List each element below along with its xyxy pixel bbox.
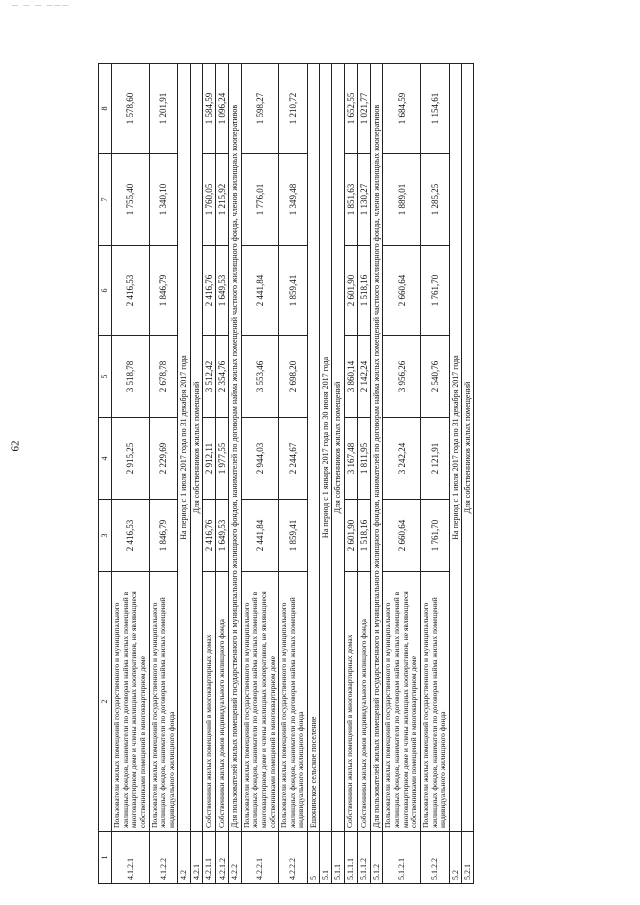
section-heading: Для собственников жилых помещений xyxy=(462,64,474,832)
tariff-value: 3 242,24 xyxy=(383,418,421,500)
tariff-value: 2 441,84 xyxy=(241,500,279,572)
section-row xyxy=(332,64,344,884)
row-code: 4.1.2.1 xyxy=(112,832,150,884)
row-code: 5 xyxy=(308,832,320,884)
row-code: 5.1.2 xyxy=(371,832,383,884)
tariff-value: 3 518,78 xyxy=(112,336,150,418)
table-row xyxy=(241,64,279,884)
row-code: 5.1.1 xyxy=(332,832,344,884)
section-heading: На период с 1 июля 2017 года по 31 декабря 2017 года xyxy=(178,64,190,832)
table-row xyxy=(202,64,215,884)
row-description: Собственники жилых домов индивидуального жилищного фонда xyxy=(357,572,370,832)
tariff-value: 1 649,53 xyxy=(216,246,229,336)
row-description: Пользователи жилых помещений государственного и муниципального жилищных фондов, наниматели по договорам найма жилых помещений индивидуального жилищного фонда xyxy=(149,572,178,832)
tariff-value: 1 649,53 xyxy=(216,500,229,572)
header-row xyxy=(99,64,112,884)
tariff-value: 3 167,48 xyxy=(344,418,357,500)
section-row xyxy=(449,64,461,884)
row-code: 4.2.2.1 xyxy=(241,832,279,884)
column-header: 5 xyxy=(99,336,112,418)
tariff-value: 2 698,20 xyxy=(279,336,308,418)
tariff-value: 1 776,01 xyxy=(241,154,279,246)
tariff-value: 1 154,61 xyxy=(420,64,449,154)
section-row xyxy=(178,64,190,884)
row-description: Пользователи жилых помещений государственного и муниципального жилищных фондов, наниматели по договорам найма жилых помещений в многоквартирном доме и члены жилищных кооперативов, не являющиеся собственниками помещений в многоквартирном доме xyxy=(112,572,150,832)
row-description: Собственники жилых помещений в многоквартирных домах xyxy=(202,572,215,832)
tariff-value: 3 553,46 xyxy=(241,336,279,418)
column-header: 6 xyxy=(99,246,112,336)
tariff-value: 1 340,10 xyxy=(149,154,178,246)
tariff-value: 1 210,72 xyxy=(279,64,308,154)
tariff-value: 1 518,16 xyxy=(357,246,370,336)
tariff-value: 1 761,70 xyxy=(420,246,449,336)
tariff-value: 1 518,16 xyxy=(357,500,370,572)
column-header: 3 xyxy=(99,500,112,572)
section-heading: Для пользователей жилых помещений государственного и муниципального жилищного фондов, нанимателей по договорам найма жилых помещений частного жилищного фонда, членов жилищных кооперативов xyxy=(371,64,383,832)
tariff-table-rotated xyxy=(98,64,572,884)
tariff-value: 2 416,76 xyxy=(202,500,215,572)
table-row xyxy=(149,64,178,884)
column-header: 4 xyxy=(99,418,112,500)
tariff-value: 2 142,24 xyxy=(357,336,370,418)
section-row xyxy=(320,64,332,884)
tariff-table xyxy=(98,63,474,884)
row-code: 5.1.2.2 xyxy=(420,832,449,884)
tariff-value: 1 760,05 xyxy=(202,154,215,246)
tariff-value: 2 229,69 xyxy=(149,418,178,500)
tariff-value: 1 215,92 xyxy=(216,154,229,246)
tariff-value: 1 859,41 xyxy=(279,500,308,572)
tariff-value: 2 416,76 xyxy=(202,246,215,336)
row-code: 4.2 xyxy=(178,832,190,884)
row-code: 5.2.1 xyxy=(462,832,474,884)
tariff-value: 2 660,64 xyxy=(383,246,421,336)
row-code: 4.2.2 xyxy=(229,832,241,884)
page-number: 62 xyxy=(9,440,22,452)
column-header: 7 xyxy=(99,154,112,246)
tariff-value: 1 349,48 xyxy=(279,154,308,246)
tariff-value: 3 512,42 xyxy=(202,336,215,418)
tariff-value: 1 889,01 xyxy=(383,154,421,246)
tariff-value: 1 859,41 xyxy=(279,246,308,336)
tariff-value: 1 578,60 xyxy=(112,64,150,154)
tariff-value: 1 598,27 xyxy=(241,64,279,154)
table-row xyxy=(383,64,421,884)
table-row xyxy=(279,64,308,884)
tariff-value: 2 915,25 xyxy=(112,418,150,500)
tariff-value: 2 601,90 xyxy=(344,500,357,572)
tariff-value: 1 846,79 xyxy=(149,500,178,572)
table-body xyxy=(112,64,474,884)
tariff-value: 2 441,84 xyxy=(241,246,279,336)
row-code: 4.2.1.2 xyxy=(216,832,229,884)
section-heading: Ешонинское сельское поселение xyxy=(308,64,320,832)
row-code: 5.1.2.1 xyxy=(383,832,421,884)
tariff-value: 1 201,91 xyxy=(149,64,178,154)
tariff-value: 1 684,59 xyxy=(383,64,421,154)
tariff-value: 1 755,40 xyxy=(112,154,150,246)
tariff-value: 2 416,53 xyxy=(112,246,150,336)
row-description: Пользователи жилых помещений государственного и муниципального жилищных фондов, наниматели по договорам найма жилых помещений в многоквартирном доме и члены жилищных кооперативов, не являющиеся собственниками помещений в многоквартирном доме xyxy=(383,572,421,832)
row-code: 5.1.1.2 xyxy=(357,832,370,884)
row-code: 4.2.2.2 xyxy=(279,832,308,884)
tariff-value: 1 851,63 xyxy=(344,154,357,246)
tariff-value: 2 601,90 xyxy=(344,246,357,336)
row-description: Пользователи жилых помещений государственного и муниципального жилищных фондов, наниматели по договорам найма жилых помещений индивидуального жилищного фонда xyxy=(279,572,308,832)
tariff-value: 1 021,77 xyxy=(357,64,370,154)
row-code: 5.2 xyxy=(449,832,461,884)
section-heading: Для собственников жилых помещений xyxy=(190,64,202,832)
tariff-value: 2 912,11 xyxy=(202,418,215,500)
tariff-value: 1 652,55 xyxy=(344,64,357,154)
column-header: 1 xyxy=(99,832,112,884)
tariff-value: 1 811,95 xyxy=(357,418,370,500)
tariff-value: 2 416,53 xyxy=(112,500,150,572)
section-heading: На период с 1 января 2017 года по 30 июня 2017 года xyxy=(320,64,332,832)
tariff-value: 3 956,26 xyxy=(383,336,421,418)
tariff-value: 2 121,91 xyxy=(420,418,449,500)
top-marks: — — — ——— xyxy=(12,3,71,9)
row-description: Собственники жилых помещений в многоквартирных домах xyxy=(344,572,357,832)
section-row xyxy=(462,64,474,884)
column-header: 2 xyxy=(99,572,112,832)
tariff-value: 1 846,79 xyxy=(149,246,178,336)
table-row xyxy=(420,64,449,884)
tariff-value: 2 354,76 xyxy=(216,336,229,418)
table-row xyxy=(344,64,357,884)
tariff-value: 1 130,27 xyxy=(357,154,370,246)
row-code: 5.1 xyxy=(320,832,332,884)
row-description: Пользователи жилых помещений государственного и муниципального жилищных фондов, наниматели по договорам найма жилых помещений в многоквартирном доме и члены жилищных кооперативов, не являющиеся собственниками помещений в многоквартирном доме xyxy=(241,572,279,832)
table-row xyxy=(216,64,229,884)
tariff-value: 1 584,59 xyxy=(202,64,215,154)
tariff-value: 1 761,70 xyxy=(420,500,449,572)
row-description: Пользователи жилых помещений государственного и муниципального жилищных фондов, наниматели по договорам найма жилых помещений индивидуального жилищного фонда xyxy=(420,572,449,832)
tariff-value: 2 944,03 xyxy=(241,418,279,500)
tariff-value: 2 244,67 xyxy=(279,418,308,500)
row-description: Собственники жилых домов индивидуального жилищного фонда xyxy=(216,572,229,832)
row-code: 5.1.1.1 xyxy=(344,832,357,884)
section-row xyxy=(190,64,202,884)
tariff-value: 2 660,64 xyxy=(383,500,421,572)
section-heading: Для собственников жилых помещений xyxy=(332,64,344,832)
tariff-value: 2 678,78 xyxy=(149,336,178,418)
table-row xyxy=(357,64,370,884)
section-row xyxy=(308,64,320,884)
section-heading: На период с 1 июля 2017 года по 31 декабря 2017 года xyxy=(449,64,461,832)
section-row xyxy=(371,64,383,884)
section-row xyxy=(229,64,241,884)
row-code: 4.1.2.2 xyxy=(149,832,178,884)
column-header: 8 xyxy=(99,64,112,154)
tariff-value: 1 096,24 xyxy=(216,64,229,154)
row-code: 4.2.1.1 xyxy=(202,832,215,884)
tariff-value: 3 860,14 xyxy=(344,336,357,418)
tariff-value: 1 977,55 xyxy=(216,418,229,500)
table-row xyxy=(112,64,150,884)
section-heading: Для пользователей жилых помещений государственного и муниципального жилищного фондов, нанимателей по договорам найма жилых помещений частного жилищного фонда, членов жилищных кооперативов xyxy=(229,64,241,832)
tariff-value: 2 540,76 xyxy=(420,336,449,418)
tariff-value: 1 285,25 xyxy=(420,154,449,246)
row-code: 4.2.1 xyxy=(190,832,202,884)
